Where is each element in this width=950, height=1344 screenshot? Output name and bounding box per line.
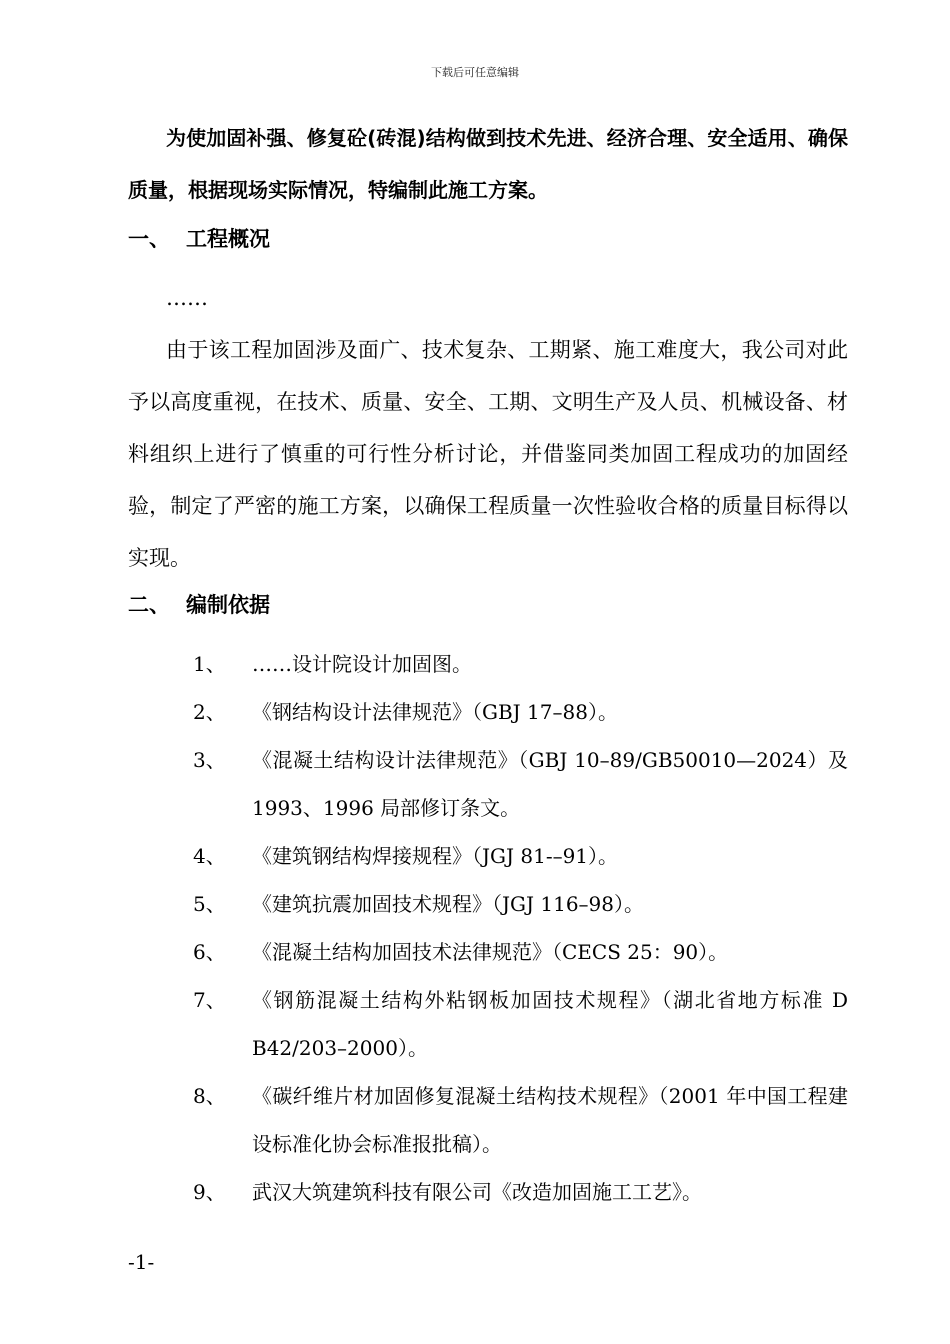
list-item-number: 1、 (193, 652, 226, 676)
list-item-number: 8、 (193, 1084, 226, 1108)
list-item (0, 736, 950, 832)
list-item-text: 《钢筋混凝土结构外粘钢板加固技术规程》（湖北省地方标准 D B42/203–2000）。 (252, 988, 848, 1060)
list-item-text: 《碳纤维片材加固修复混凝土结构技术规程》（2001 年中国工程建设标准化协会标准报批稿）。 (252, 1084, 848, 1156)
list-item-number: 5、 (193, 892, 226, 916)
page-number: -1- (128, 1250, 155, 1274)
list-item-number: 4、 (193, 844, 226, 868)
list-item-text: ……设计院设计加固图。 (252, 652, 472, 676)
section-2-number: 二、 (128, 593, 170, 617)
list-item-text: 《混凝土结构设计法律规范》（GBJ 10–89/GB50010—2024）及 1993、1996 局部修订条文。 (252, 748, 848, 820)
list-item (0, 976, 950, 1072)
section-1-ellipsis: …… (166, 286, 208, 310)
list-item-number: 6、 (193, 940, 226, 964)
list-item-number: 9、 (193, 1180, 226, 1204)
list-item-text: 《钢结构设计法律规范》（GBJ 17–88）。 (252, 700, 618, 724)
intro-paragraph: 为使加固补强、修复砼(砖混)结构做到技术先进、经济合理、安全适用、确保质量，根据现场实际情况，特编制此施工方案。 (128, 126, 848, 202)
reference-list (0, 640, 950, 1216)
list-item-text: 《建筑抗震加固技术规程》（JGJ 116–98）。 (252, 892, 644, 916)
list-item (0, 1072, 950, 1168)
section-2-title: 编制依据 (186, 593, 270, 617)
section-2-heading (128, 590, 270, 620)
list-item-text: 《建筑钢结构焊接规程》（JGJ 81-–91）。 (252, 844, 619, 868)
page-header: 下载后可任意编辑 (431, 66, 519, 79)
list-item-text: 《混凝土结构加固技术法律规范》（CECS 25：90）。 (252, 940, 729, 964)
list-item (0, 832, 950, 880)
list-item-number: 2、 (193, 700, 226, 724)
section-1-number: 一、 (128, 227, 170, 251)
list-item (0, 688, 950, 736)
list-item (0, 928, 950, 976)
list-item (0, 1168, 950, 1216)
list-item (0, 640, 950, 688)
list-item (0, 880, 950, 928)
section-1-title: 工程概况 (186, 227, 270, 251)
list-item-text: 武汉大筑建筑科技有限公司《改造加固施工工艺》。 (252, 1180, 702, 1204)
list-item-number: 3、 (193, 748, 226, 772)
section-1-heading (128, 224, 270, 254)
list-item-number: 7、 (193, 988, 226, 1012)
section-1-body: 由于该工程加固涉及面广、技术复杂、工期紧、施工难度大，我公司对此予以高度重视，在技术、质量、安全、工期、文明生产及人员、机械设备、材料组织上进行了慎重的可行性分析讨论，并借鉴同类加固工程成功的加固经验，制定了严密的施工方案，以确保工程质量一次性验收合格的质量目标得以实现。 (128, 338, 848, 570)
